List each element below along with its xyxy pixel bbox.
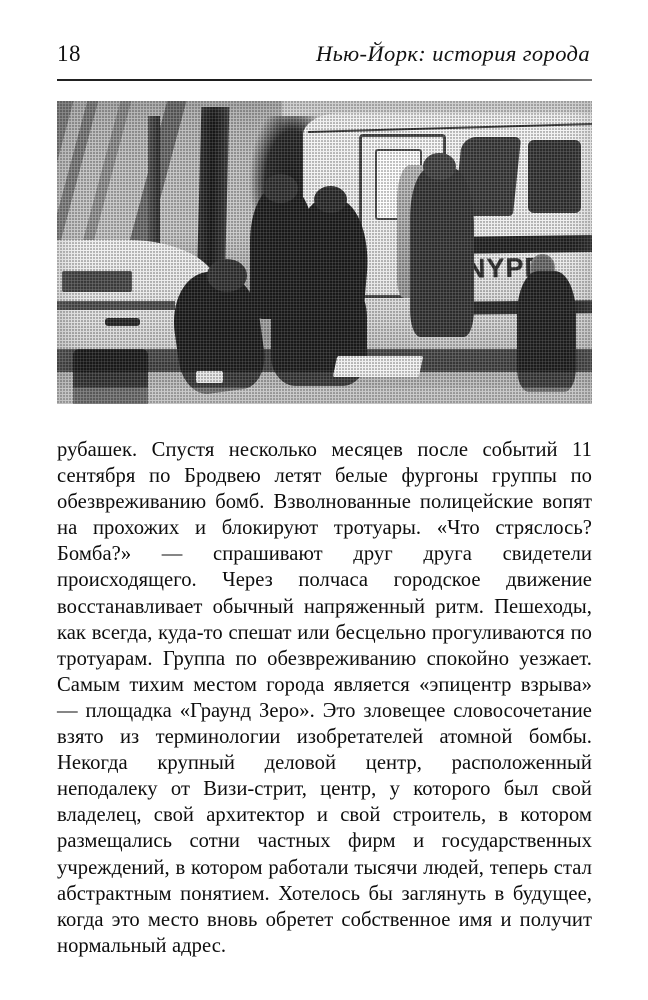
body-paragraph: рубашек. Спустя несколько месяцев после событий 11 сентября по Бродвею летят белые фургоны группы по обезвреживанию бомб. Взволнованные полицейские вопят на прохожих и блокируют тротуары. «Что стряслось? Бомба?» — спрашивают друг друга свидетели происходящего. Через полчаса городское движение восстанавливает обычный напряженный ритм. Пешеходы, как всегда, куда-то спешат или бесцельно прогуливаются по тротуарам. Группа по обезвреживанию спокойно уезжает. Самым тихим местом города является «эпицентр взрыва» — площадка «Граунд Зеро». Это зловещее словосочетание взято из терминологии изобретателей атомной бомбы. Некогда крупный деловой центр, расположенный неподалеку от Визи-стрит, центр, у которого был свой владелец, свой архитектор и свой строитель, в котором размещались сотни частных фирм и государственных учреждений, в котором работали тысячи людей, теперь стал абстрактным понятием. Хотелось бы заглянуть в будущее, когда это место вновь обретет собственное имя и получит нормальный адрес. <box>57 439 592 957</box>
photograph <box>57 101 592 404</box>
page-number: 18 <box>57 41 81 66</box>
body-text-block <box>57 437 592 959</box>
running-head <box>57 42 592 76</box>
photo-image <box>57 101 592 404</box>
photo-vignette <box>57 101 592 404</box>
running-title: Нью-Йорк: история города <box>315 41 590 66</box>
header-divider-rule <box>57 79 592 81</box>
